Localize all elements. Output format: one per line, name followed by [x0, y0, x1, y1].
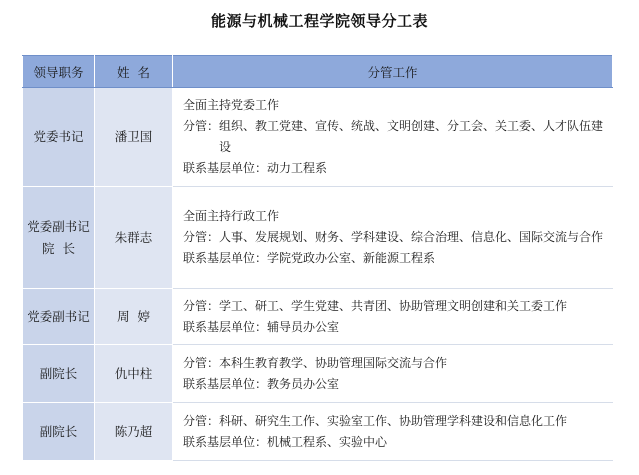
duty-line: 联系基层单位：动力工程系 [183, 161, 328, 175]
table-row [23, 187, 613, 289]
role-text: 院 长 [42, 240, 75, 256]
duty-line: 联系基层单位：辅导员办公室 [183, 319, 340, 334]
table-row [23, 403, 613, 461]
table-row [23, 289, 613, 345]
name-cell: 潘卫国 [95, 88, 173, 187]
duty-line: 分管：本科生教育教学、协助管理国际交流与合作 [183, 355, 448, 370]
header-duties: 分管工作 [173, 56, 613, 88]
duties-cell [173, 187, 613, 289]
duties-cell [173, 403, 613, 461]
duty-line: 全面主持行政工作 [183, 209, 280, 223]
duty-line: 分管：科研、研究生工作、实验室工作、协助管理学科建设和信息化工作 [183, 413, 568, 428]
name-cell: 仇中柱 [95, 345, 173, 403]
role-cell [23, 88, 95, 187]
duties-cell [173, 345, 613, 403]
duties-cell [173, 88, 613, 187]
name-cell: 朱群志 [95, 187, 173, 289]
header-name: 姓 名 [95, 56, 173, 88]
leadership-table [22, 55, 613, 461]
role-cell [23, 289, 95, 345]
role-cell [23, 187, 95, 289]
table-header-row [23, 56, 613, 88]
role-text: 党委书记 [33, 129, 84, 144]
duty-line: 分管：人事、发展规划、财务、学科建设、综合治理、信息化、国际交流与合作 [183, 230, 604, 244]
name-cell: 周 婷 [95, 289, 173, 345]
table-row [23, 345, 613, 403]
duty-line: 联系基层单位：机械工程系、实验中心 [183, 434, 388, 449]
duty-line: 分管：学工、研工、学生党建、共青团、协助管理文明创建和关工委工作 [183, 298, 568, 313]
name-cell: 陈乃超 [95, 403, 173, 461]
duties-cell [173, 289, 613, 345]
role-text: 党委副书记 [27, 308, 90, 324]
role-cell [23, 345, 95, 403]
table-row [23, 88, 613, 187]
role-text: 副院长 [39, 365, 78, 381]
duty-line: 联系基层单位：学院党政办公室、新能源工程系 [183, 251, 436, 265]
duty-line: 分管：组织、教工党建、宣传、统战、文明创建、分工会、关工委、人才队伍建设 [183, 119, 604, 154]
role-text: 党委副书记 [27, 218, 90, 234]
page-title: 能源与机械工程学院领导分工表 [210, 12, 428, 30]
duty-line: 联系基层单位：教务员办公室 [183, 376, 340, 391]
role-cell [23, 403, 95, 461]
duty-line: 全面主持党委工作 [183, 98, 280, 112]
role-text: 副院长 [39, 423, 78, 439]
header-role: 领导职务 [23, 56, 95, 88]
